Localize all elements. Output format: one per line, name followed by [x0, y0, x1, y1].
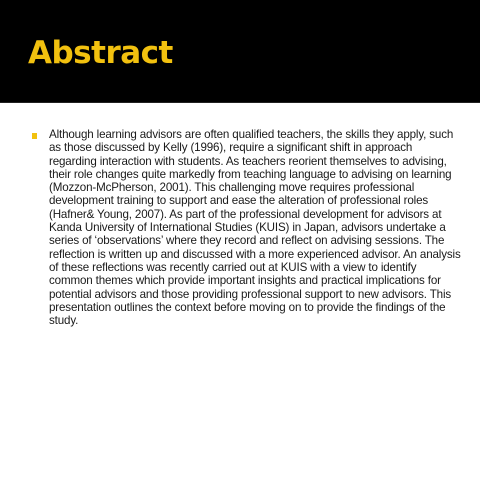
slide-content: [0, 103, 480, 480]
square-bullet-icon: [32, 133, 37, 139]
abstract-text: Although learning advisors are often qualified teachers, the skills they apply, such as those discussed by Kelly (1996), require a significant shift in approach regarding interaction with students. As teachers reorient themselves to advising, their role changes quite markedly from teaching language to advising on learning (Mozzon-McPherson, 2001). This challenging move requires professional development training to support and ease the alteration of professional roles (Hafner& Young, 2007). As part of the professional development for advisors at Kanda University of International Studies (KUIS) in Japan, advisors undertake a series of ‘observations’ where they record and reflect on advising sessions. The reflection is written up and discussed with a more experienced advisor. An analysis of these reflections was recently carried out at KUIS with a view to identify common themes which provide important insights and practical implications for potential advisors and those providing professional support to new advisors. This presentation outlines the context before moving on to provide the findings of the study.: [49, 128, 461, 328]
title-band: [0, 0, 480, 102]
bullet-item: [32, 128, 462, 327]
slide-title: Abstract: [28, 35, 173, 71]
